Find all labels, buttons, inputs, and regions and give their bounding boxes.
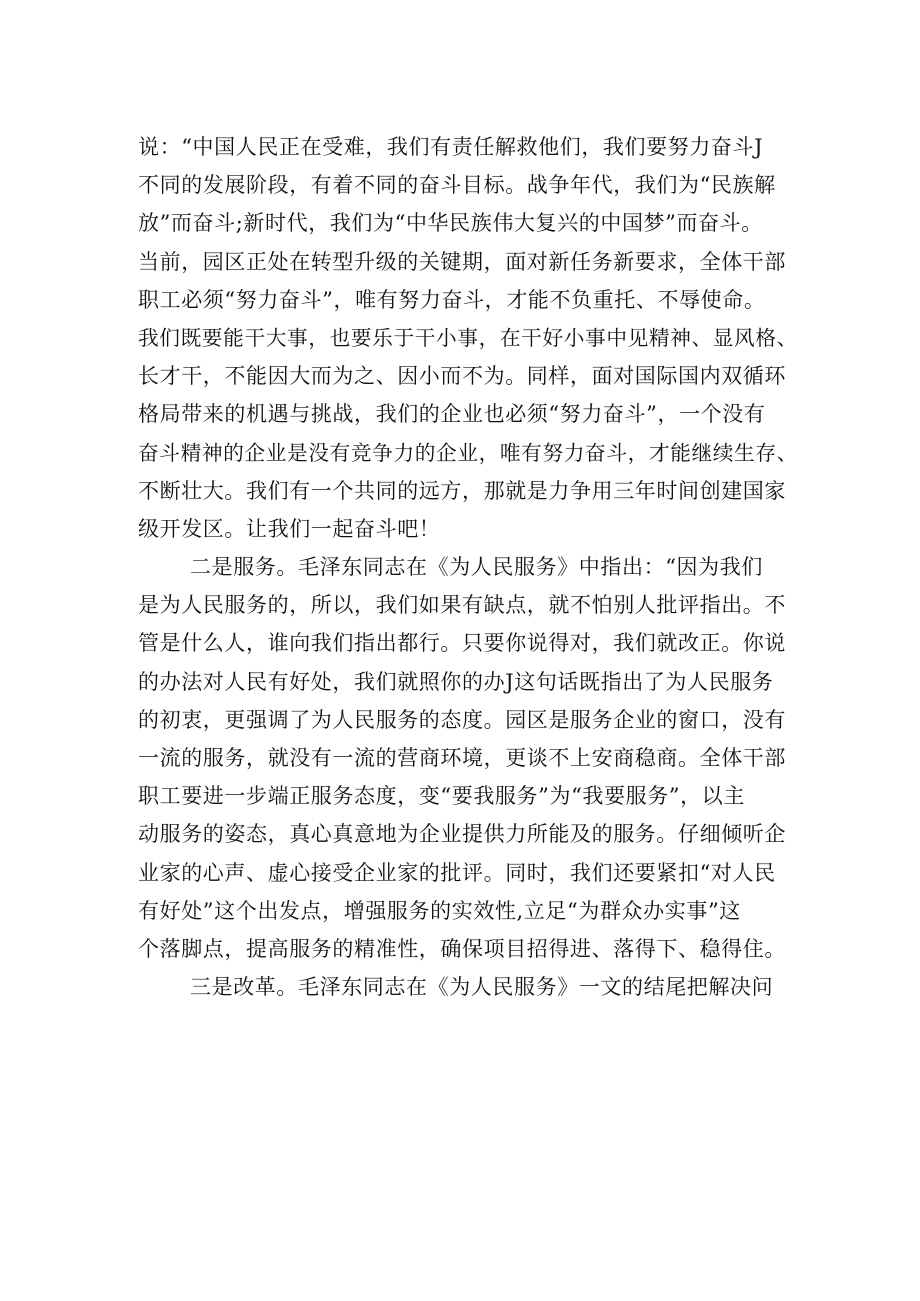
text-line: 不同的发展阶段，有着不同的奋斗目标。战争年代，我们为“民族解 (138, 173, 776, 198)
text-line: 业家的心声、虚心接受企业家的批评。同时，我们还要紧扣“对人民 (138, 860, 776, 885)
text-line: 的初衷，更强调了为人民服务的态度。园区是服务企业的窗口，没有 (138, 707, 786, 732)
text-line: 不断壮大。我们有一个共同的远方，那就是力争用三年时间创建国家 (138, 478, 786, 503)
text-line: 的办法对人民有好处，我们就照你的办J这句话既指出了为人民服务 (138, 669, 774, 694)
text-line: 职工必须“努力奋斗”，唯有努力奋斗，才能不负重托、不辱使命。 (138, 287, 766, 312)
text-line: 级开发区。让我们一起奋斗吧！ (138, 516, 441, 541)
body-text (138, 128, 798, 1006)
text-line: 个落脚点，提高服务的精准性，确保项目招得进、落得下、稳得住。 (138, 936, 786, 961)
text-line: 奋斗精神的企业是没有竞争力的企业，唯有努力奋斗，才能继续生存、 (138, 440, 798, 465)
text-line: 我们既要能干大事，也要乐于干小事，在干好小事中见精神、显风格、 (138, 325, 798, 350)
text-line: 放”而奋斗;新时代，我们为“中华民族伟大复兴的中国梦”而奋斗。 (138, 211, 763, 236)
text-line: 有好处”这个出发点，增强服务的实效性,立足“为群众办实事”这 (138, 898, 741, 923)
text-line: 当前，园区正处在转型升级的关键期，面对新任务新要求，全体干部 (138, 249, 786, 274)
text-line: 三是改革。毛泽东同志在《为人民服务》一文的结尾把解决问 (190, 975, 774, 1000)
text-line: 长才干，不能因大而为之、因小而不为。同样，面对国际国内双循环 (138, 364, 786, 389)
text-line: 格局带来的机遇与挑战，我们的企业也必须“努力奋斗”，一个没有 (138, 402, 766, 427)
text-line: 管是什么人，谁向我们指出都行。只要你说得对，我们就改正。你说 (138, 631, 786, 656)
text-line: 动服务的姿态，真心真意地为企业提供力所能及的服务。仔细倾听企 (138, 822, 786, 847)
text-line: 职工要进一步端正服务态度，变“要我服务”为“我要服务”，以主 (138, 784, 745, 809)
text-line: 是为人民服务的，所以，我们如果有缺点，就不怕别人批评指出。不 (138, 593, 786, 618)
text-line: 一流的服务，就没有一流的营商环境，更谈不上安商稳商。全体干部 (138, 746, 786, 770)
text-line: 说：“中国人民正在受难，我们有责任解救他们，我们要努力奋斗J (138, 135, 764, 159)
text-line: 二是服务。毛泽东同志在《为人民服务》中指出：“因为我们 (190, 555, 763, 580)
